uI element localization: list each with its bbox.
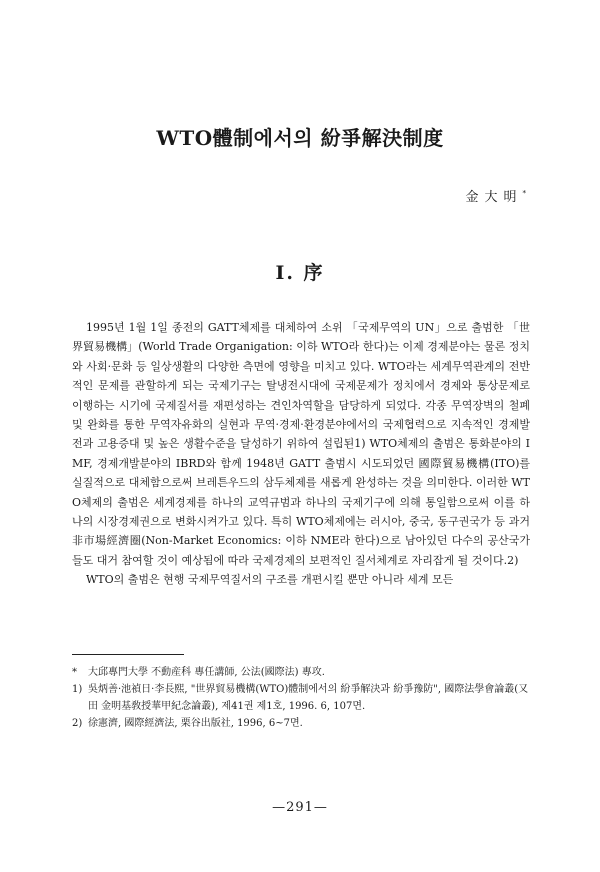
- footnote-2: [72, 715, 532, 732]
- author-name-text: 金大明: [465, 190, 523, 205]
- body-text: [72, 318, 530, 590]
- footnote-text: 徐憲濟, 國際經濟法, 栗谷出版社, 1996, 6~7면.: [88, 718, 303, 729]
- page-number: —291—: [272, 800, 328, 815]
- paragraph-1: 1995년 1월 1일 종전의 GATT체제를 대체하여 소위 「국제무역의 UN」으로 출범한 「世界貿易機構」(World Trade Organigation: 이하 WTO라 한다)는 이제 경제분야는 물론 정치와 사회·문화 등 일상생활의 다양한 측면에 영향을 미치고 있다. WTO라는 세계무역관계의 전반적인 문제를 관할하게 되는 국제기구는 탈냉전시대에 국제문제가 정치에서 경제와 통상문제로 이행하는 시기에 국제질서를 재편성하는 견인차역할을 담당하게 되었다. 각종 무역장벽의 철폐 및 완화를 통한 무역자유화의 실현과 무역·경제·환경분야에서의 국제협력으로 지속적인 경제발전과 고용증대 및 높은 생활수준을 달성하기 위하여 설립된1) WTO체제의 출범은 통화분야의 IMF, 경제개발분야의 IBRD와 함께 1948년 GATT 출범시 시도되었던 國際貿易機構(ITO)를 실질적으로 대체함으로써 브레튼우드의 삼두체제를 새롭게 완성하는 것을 의미한다. 이러한 WTO체제의 출범은 세계경제를 하나의 교역규범과 하나의 국제기구에 의해 통일함으로써 이를 하나의 시장경제권으로 변화시켜가고 있다. 특히 WTO체제에는 러시아, 중국, 동구권국가 등 과거 非市場經濟圈(Non-Market Economics: 이하 NME라 한다)으로 남아있던 다수의 공산국가들도 대거 참여할 것이 예상됨에 따라 국제경제의 보편적인 질서체계로 자리잡게 될 것이다.2): [72, 321, 530, 567]
- footnote-affiliation: [72, 664, 532, 681]
- footnotes: [72, 664, 532, 732]
- paper-title: WTO體制에서의 紛爭解決制度: [156, 126, 444, 150]
- footnote-mark: 2): [72, 718, 83, 729]
- footnote-divider: [72, 654, 184, 655]
- footnote-mark: 1): [72, 684, 83, 695]
- footnote-mark: *: [72, 667, 77, 678]
- footnote-text: 吳炳善·池禎日·李長熙, "世界貿易機構(WTO)體制에서의 紛爭解決과 紛爭豫防", 國際法學會論叢(又田 金明基敎授華甲紀念論叢), 제41권 제1호, 1996. 6, 107면.: [88, 684, 529, 712]
- paragraph-2: WTO의 출범은 현행 국제무역질서의 구조를 개편시킬 뿐만 아니라 세계 모든: [86, 573, 454, 587]
- author-footnote-mark: *: [522, 189, 532, 198]
- section-heading: Ⅰ. 序: [275, 262, 325, 284]
- footnote-text: 大邱專門大學 不動産科 專任講師, 公法(國際法) 專攻.: [88, 667, 325, 678]
- author-name: [465, 186, 532, 205]
- footnote-1: [72, 681, 532, 715]
